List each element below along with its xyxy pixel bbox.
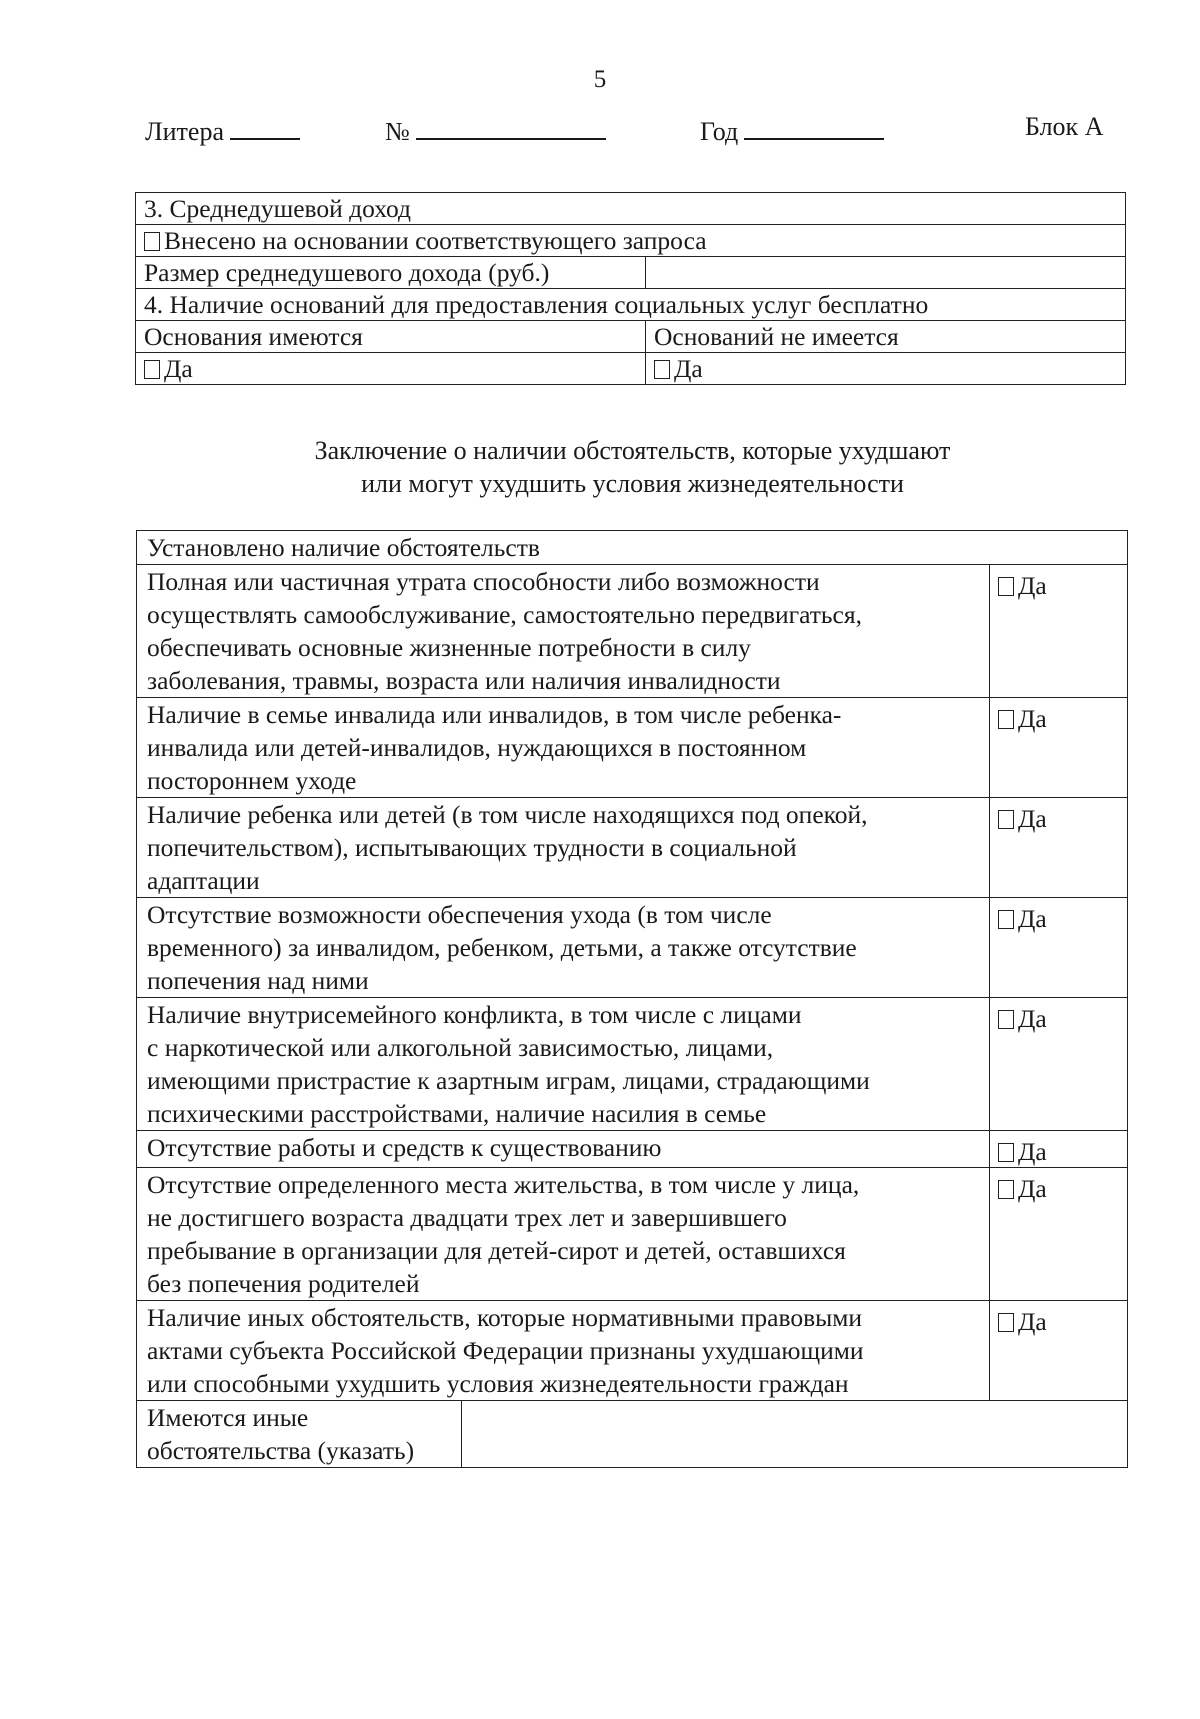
circumstances-table xyxy=(136,530,1128,1468)
circumstance-text-line: осуществлять самообслуживание, самостоятельно передвигаться, xyxy=(147,600,862,629)
circumstance-yes-checkbox[interactable] xyxy=(998,1010,1014,1029)
circumstance-yes-label: Да xyxy=(1018,704,1047,733)
circumstance-row xyxy=(137,898,1128,998)
circumstances-rows xyxy=(137,565,1128,1401)
circumstance-text-line: Отсутствие определенного места жительства, в том числе у лица, xyxy=(147,1170,860,1199)
circumstance-yes-label: Да xyxy=(1018,571,1047,600)
circumstance-text-line: или способными ухудшить условия жизнедеятельности граждан xyxy=(147,1369,849,1398)
circumstance-row xyxy=(137,1301,1128,1401)
number-field xyxy=(385,112,606,147)
other-circumstances-label xyxy=(137,1401,462,1468)
no-grounds-checkbox[interactable] xyxy=(654,360,670,379)
circumstance-row xyxy=(137,798,1128,898)
litera-input[interactable] xyxy=(230,112,300,140)
circumstance-row xyxy=(137,565,1128,698)
avg-income-value[interactable] xyxy=(646,257,1126,289)
litera-label: Литера xyxy=(145,117,224,146)
circumstance-text-line: имеющими пристрастие к азартным играм, лицами, страдающими xyxy=(147,1066,870,1095)
block-label: Блок А xyxy=(1025,112,1104,141)
circumstance-text-line: адаптации xyxy=(147,866,260,895)
circumstance-yes-checkbox[interactable] xyxy=(998,577,1014,596)
conclusion-title-line: или могут ухудшить условия жизнедеятельности xyxy=(361,469,904,498)
circumstance-yes-option xyxy=(990,698,1128,798)
circumstance-text-line: заболевания, травмы, возраста или наличия инвалидности xyxy=(147,666,781,695)
circumstance-text-line: Наличие ребенка или детей (в том числе находящихся под опекой, xyxy=(147,800,868,829)
circumstance-text-line: Отсутствие работы и средств к существованию xyxy=(147,1133,662,1162)
circumstance-text-line: психическими расстройствами, наличие насилия в семье xyxy=(147,1099,767,1128)
circumstance-yes-option xyxy=(990,1301,1128,1401)
circumstance-text-line: Наличие в семье инвалида или инвалидов, в том числе ребенка- xyxy=(147,700,842,729)
circumstance-row xyxy=(137,698,1128,798)
number-input[interactable] xyxy=(416,112,606,140)
form-header xyxy=(145,112,1125,152)
circumstance-yes-checkbox[interactable] xyxy=(998,810,1014,829)
circumstance-text-line: без попечения родителей xyxy=(147,1269,420,1298)
circumstance-yes-checkbox[interactable] xyxy=(998,910,1014,929)
circumstance-yes-label: Да xyxy=(1018,1307,1047,1336)
circumstance-yes-option xyxy=(990,565,1128,698)
circumstance-row xyxy=(137,998,1128,1131)
entered-by-request-label: Внесено на основании соответствующего запроса xyxy=(164,226,707,255)
circumstance-text-line: инвалида или детей-инвалидов, нуждающихся в постоянном xyxy=(147,733,807,762)
year-input[interactable] xyxy=(744,112,884,140)
circumstance-yes-checkbox[interactable] xyxy=(998,1143,1014,1162)
avg-income-label: Размер среднедушевого дохода (руб.) xyxy=(136,257,646,289)
circumstance-yes-option xyxy=(990,998,1128,1131)
grounds-exist-option xyxy=(136,353,646,385)
circumstance-text-line: временного) за инвалидом, ребенком, детьми, а также отсутствие xyxy=(147,933,857,962)
free-services-title: 4. Наличие оснований для предоставления социальных услуг бесплатно xyxy=(136,289,1126,321)
circumstance-yes-option xyxy=(990,798,1128,898)
circumstance-row xyxy=(137,1131,1128,1168)
circumstance-text xyxy=(137,898,990,998)
circumstance-text xyxy=(137,1168,990,1301)
entered-by-request-checkbox[interactable] xyxy=(144,232,160,251)
circumstance-text xyxy=(137,1301,990,1401)
circumstance-text-line: обеспечивать основные жизненные потребности в силу xyxy=(147,633,751,662)
other-label-line: Имеются иные xyxy=(147,1403,309,1432)
circumstance-row xyxy=(137,1168,1128,1301)
circumstance-text-line: Отсутствие возможности обеспечения ухода (в том числе xyxy=(147,900,772,929)
year-label: Год xyxy=(700,117,739,146)
circumstance-yes-option xyxy=(990,1168,1128,1301)
circumstance-text xyxy=(137,998,990,1131)
circumstance-yes-label: Да xyxy=(1018,1137,1047,1166)
conclusion-title xyxy=(0,434,1200,500)
circumstance-yes-label: Да xyxy=(1018,904,1047,933)
circumstance-text-line: попечительством), испытывающих трудности в социальной xyxy=(147,833,797,862)
circumstance-text-line: пребывание в организации для детей-сирот и детей, оставшихся xyxy=(147,1236,846,1265)
circumstance-text-line: с наркотической или алкогольной зависимостью, лицами, xyxy=(147,1033,774,1062)
circumstance-yes-checkbox[interactable] xyxy=(998,710,1014,729)
circumstance-text-line: не достигшего возраста двадцати трех лет и завершившего xyxy=(147,1203,787,1232)
circumstance-text xyxy=(137,1131,990,1168)
circumstance-text-line: попечения над ними xyxy=(147,966,369,995)
circumstance-text-line: Полная или частичная утрата способности либо возможности xyxy=(147,567,820,596)
circumstance-text-line: актами субъекта Российской Федерации признаны ухудшающими xyxy=(147,1336,864,1365)
circumstance-yes-checkbox[interactable] xyxy=(998,1180,1014,1199)
litera-field xyxy=(145,112,300,147)
other-circumstances-value[interactable] xyxy=(462,1401,1128,1468)
page-number: 5 xyxy=(593,66,607,93)
grounds-exist-yes-label: Да xyxy=(164,354,193,383)
grounds-exist-checkbox[interactable] xyxy=(144,360,160,379)
no-grounds-yes-label: Да xyxy=(674,354,703,383)
circumstance-yes-label: Да xyxy=(1018,1174,1047,1203)
circumstance-text xyxy=(137,798,990,898)
circumstance-yes-checkbox[interactable] xyxy=(998,1313,1014,1332)
conclusion-title-line: Заключение о наличии обстоятельств, которые ухудшают xyxy=(314,436,951,465)
year-field xyxy=(700,112,884,147)
circumstance-text-line: Наличие иных обстоятельств, которые нормативными правовыми xyxy=(147,1303,863,1332)
circumstance-text-line: Наличие внутрисемейного конфликта, в том числе с лицами xyxy=(147,1000,802,1029)
no-grounds-option xyxy=(646,353,1126,385)
circumstance-text xyxy=(137,565,990,698)
income-title: 3. Среднедушевой доход xyxy=(136,193,1126,225)
circumstance-yes-label: Да xyxy=(1018,1004,1047,1033)
other-label-line: обстоятельства (указать) xyxy=(147,1436,415,1465)
grounds-exist-label: Основания имеются xyxy=(136,321,646,353)
circumstance-text-line: постороннем уходе xyxy=(147,766,357,795)
entered-by-request-row xyxy=(136,225,1126,257)
number-label: № xyxy=(385,117,410,146)
circumstances-header: Установлено наличие обстоятельств xyxy=(137,531,1128,565)
income-table xyxy=(135,192,1126,385)
circumstance-yes-label: Да xyxy=(1018,804,1047,833)
circumstance-yes-option xyxy=(990,898,1128,998)
circumstance-yes-option xyxy=(990,1131,1128,1168)
circumstance-text xyxy=(137,698,990,798)
no-grounds-label: Оснований не имеется xyxy=(646,321,1126,353)
